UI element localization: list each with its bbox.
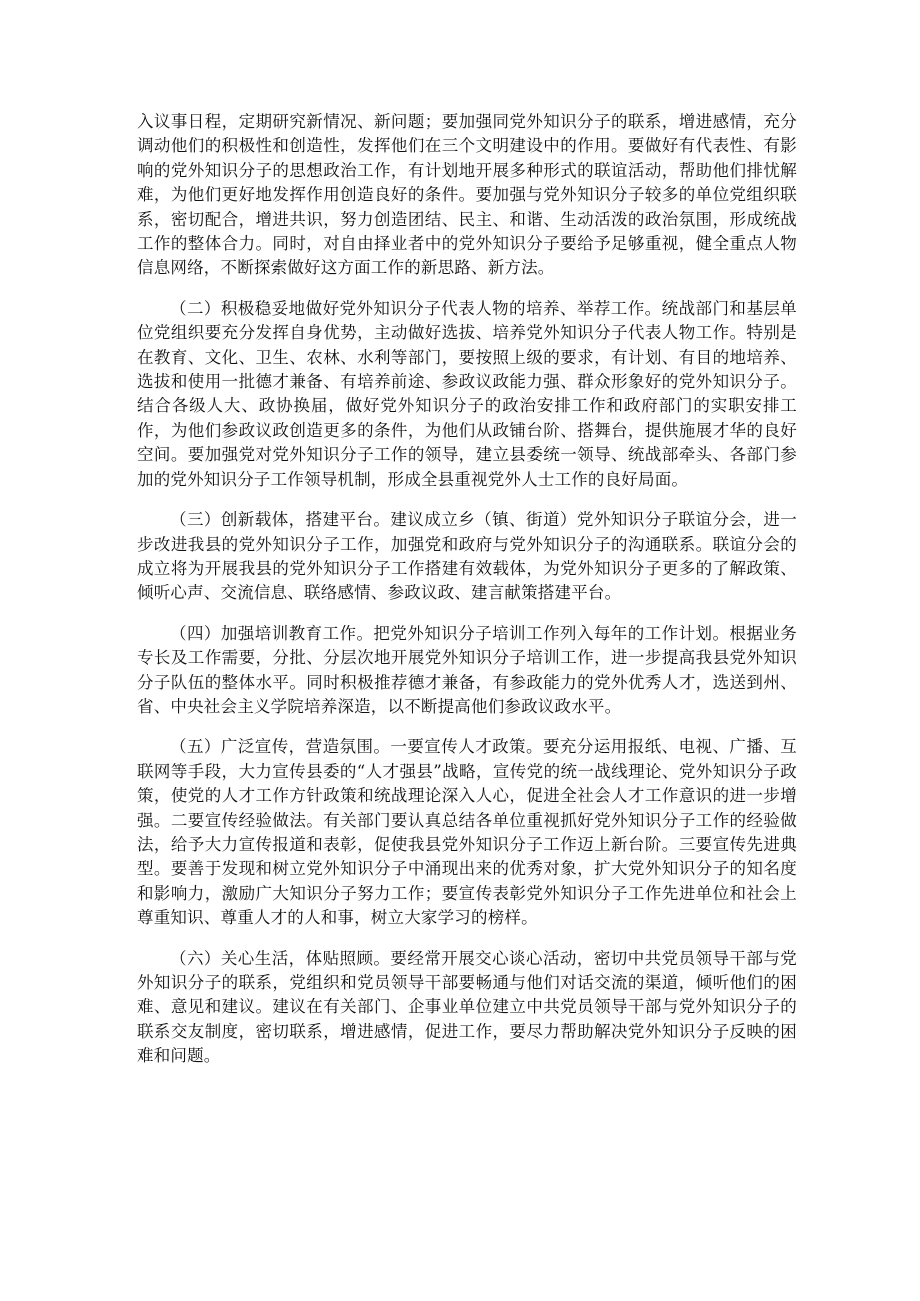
paragraph-4: （四）加强培训教育工作。把党外知识分子培训工作列入每年的工作计划。根据业务专长及工作需要，分批、分层次地开展党外知识分子培训工作，进一步提高我县党外知识分子队伍的整体水平。同时积极推荐德才兼备，有参政能力的党外优秀人才，选送到州、省、中央社会主义学院培养深造，以不断提高他们参政议政水平。 <box>137 623 797 716</box>
paragraph-5: （五）广泛宣传，营造氛围。一要宣传人才政策。要充分运用报纸、电视、广播、互联网等手段，大力宣传县委的“人才强县”战略，宣传党的统一战线理论、党外知识分子政策，使党的人才工作方针政策和统战理论深入人心，促进全社会人才工作意识的进一步增强。二要宣传经验做法。有关部门要认真总结各单位重视抓好党外知识分子工作的经验做法，给予大力宣传报道和表彰，促使我县党外知识分子工作迈上新台阶。三要宣传先进典型。要善于发现和树立党外知识分子中涌现出来的优秀对象，扩大党外知识分子的知名度和影响力，激励广大知识分子努力工作；要宣传表彰党外知识分子工作先进单位和社会上尊重知识、尊重人才的人和事，树立大家学习的榜样。 <box>137 737 797 928</box>
paragraph-2: （二）积极稳妥地做好党外知识分子代表人物的培养、举荐工作。统战部门和基层单位党组织要充分发挥自身优势，主动做好选拔、培养党外知识分子代表人物工作。特别是在教育、文化、卫生、农林、水利等部门，要按照上级的要求，有计划、有目的地培养、选拔和使用一批德才兼备、有培养前途、参政议政能力强、群众形象好的党外知识分子。结合各级人大、政协换届，做好党外知识分子的政治安排工作和政府部门的实职安排工作，为他们参政议政创造更多的条件，为他们从政铺台阶、搭舞台，提供施展才华的良好空间。要加强党对党外知识分子工作的领导，建立县委统一领导、统战部牵头、各部门参加的党外知识分子工作领导机制，形成全县重视党外人士工作的良好局面。 <box>137 298 797 489</box>
paragraph-continuation: 入议事日程，定期研究新情况、新问题；要加强同党外知识分子的联系，增进感情，充分调动他们的积极性和创造性，发挥他们在三个文明建设中的作用。要做好有代表性、有影响的党外知识分子的思想政治工作，有计划地开展多种形式的联谊活动，帮助他们排忧解难，为他们更好地发挥作用创造良好的条件。要加强与党外知识分子较多的单位党组织联系，密切配合，增进共识，努力创造团结、民主、和谐、生动活泼的政治氛围，形成统战工作的整体合力。同时，对自由择业者中的党外知识分子要给予足够重视，健全重点人物信息网络，不断探索做好这方面工作的新思路、新方法。 <box>137 112 797 278</box>
paragraph-3: （三）创新载体，搭建平台。建议成立乡（镇、街道）党外知识分子联谊分会，进一步改进我县的党外知识分子工作，加强党和政府与党外知识分子的沟通联系。联谊分会的成立将为开展我县的党外知识分子工作搭建有效载体，为党外知识分子更多的了解政策、倾听心声、交流信息、联络感情、参政议政、建言献策搭建平台。 <box>137 510 797 603</box>
document-body <box>137 110 797 1085</box>
paragraph-6: （六）关心生活，体贴照顾。要经常开展交心谈心活动，密切中共党员领导干部与党外知识分子的联系，党组织和党员领导干部要畅通与他们对话交流的渠道，倾听他们的困难、意见和建议。建议在有关部门、企事业单位建立中共党员领导干部与党外知识分子的联系交友制度，密切联系，增进感情，促进工作，要尽力帮助解决党外知识分子反映的困难和问题。 <box>137 948 797 1066</box>
